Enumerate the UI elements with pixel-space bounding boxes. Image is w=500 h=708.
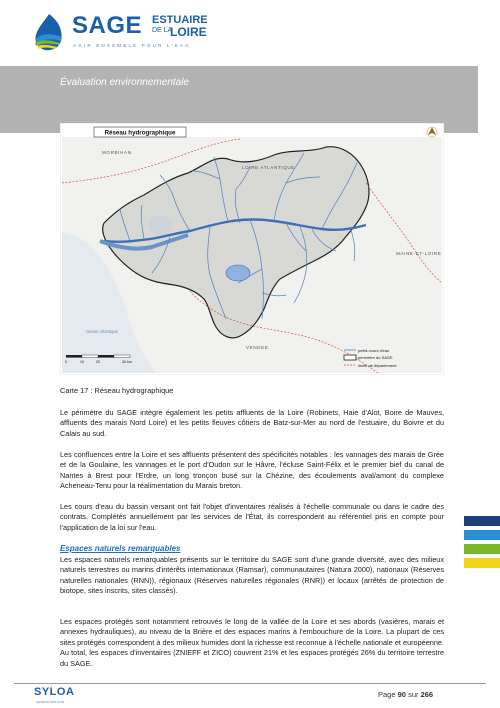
footer-divider bbox=[14, 683, 486, 684]
paragraph: Les espaces naturels remarquables présents sur le territoire du SAGE sont d'une grande diversité, avec des milieux naturels terrestres ou marins d'intérêts internationaux (Ramsar), communautaires (Natura 2000), nationaux (Réserves naturelles nationales (RNN)), régionaux (Réserves naturelles régionales (RNR)) et locaux (arrêtés de protection de biotope, sites inscrits, sites classés). bbox=[60, 555, 444, 596]
map-caption: Carte 17 : Réseau hydrographique bbox=[60, 386, 174, 395]
page-number bbox=[378, 690, 433, 699]
scale-label: 30 km bbox=[122, 360, 132, 364]
page-of-label: sur bbox=[408, 690, 419, 699]
logo-tagline: AGIR ENSEMBLE POUR L'EAU bbox=[73, 43, 191, 48]
decorative-stripe bbox=[464, 530, 500, 540]
scale-label: 20 bbox=[96, 360, 100, 364]
paragraph: Le périmètre du SAGE intègre également les petits affluents de la Loire (Robinets, Haie d'Alot, Boire de Mauves, affluents des marais Nord Loire) et les petits fleuves côtiers de Batz-sur-Mer au nord de l'estuaire, du Boivre et du Calais au sud. bbox=[60, 408, 444, 438]
region-label: MAINE-ET-LOIRE bbox=[396, 251, 442, 256]
sage-logo-icon bbox=[30, 12, 68, 52]
section-title: Évaluation environnementale bbox=[60, 77, 189, 88]
paragraph: Les cours d'eau du bassin versant ont fait l'objet d'inventaires réalisés à l'échelle communale ou dans le cadre des contrats. Complétés annuellement par les services de l'État, ils correspondent au référentiel pris en compte pour l'application de la loi sur l'eau. bbox=[60, 502, 444, 532]
region-label: LOIRE ATLANTIQUE bbox=[242, 165, 295, 170]
page-current: 90 bbox=[397, 690, 406, 699]
map-title: Réseau hydrographique bbox=[104, 129, 176, 137]
syloa-logo-subtitle: syndicat loire aval bbox=[36, 700, 64, 704]
logo-dela-text: DE LA bbox=[152, 27, 173, 34]
scale-label: 0 bbox=[65, 360, 67, 364]
paragraph: Les confluences entre la Loire et ses affluents présentent des spécificités notables : les vannages des marais de Grée et de la Goulaine, les vannages et le port d'Oudon sur le Hâvre, l'écluse Saint-Félix et le premier bief du canal de Nantes à Brest pour l'Erdre, un long tronçon busé sur la Chézine, des écoulements aval/amont du complexe Acheneau-Tenu pour la réalimentation du Marais breton. bbox=[60, 450, 444, 491]
hydrographic-map bbox=[60, 123, 444, 375]
logo-loire-text: LOIRE bbox=[170, 25, 207, 39]
syloa-logo: SYLOA bbox=[34, 686, 75, 698]
paragraph: Les espaces protégés sont notamment retrouvés le long de la vallée de la Loire et ses abords (vasières, marais et annexes hydrauliques), au niveau de la Brière et des espaces marins à l'embouchure de la Loire. La plupart de ces sites protégés correspondent à des milieux humides dont la richesse est reconnue à l'échelle nationale et européenne. Au total, les espaces d'inventaires (ZNIEFF et ZICO) couvrent 21% et les espaces protégés 26% du territoire terrestre du SAGE. bbox=[60, 617, 444, 668]
legend-item: petits cours d'eau bbox=[358, 348, 390, 353]
page-total: 266 bbox=[420, 690, 434, 699]
decorative-stripe bbox=[464, 544, 500, 554]
logo-sage-text: SAGE bbox=[72, 12, 143, 39]
page-label: Page bbox=[378, 690, 396, 699]
legend-item: périmètre du SAGE bbox=[358, 355, 393, 360]
sea-label: Océan Atlantique bbox=[86, 329, 118, 334]
section-heading: Espaces naturels remarquables bbox=[60, 544, 181, 553]
legend-item: limite de département bbox=[358, 363, 397, 368]
decorative-stripe bbox=[464, 558, 500, 568]
decorative-stripe bbox=[464, 516, 500, 526]
logo-estuaire-text: ESTUAIRE bbox=[152, 14, 208, 26]
region-label: VENDEE bbox=[246, 345, 269, 350]
sage-logo bbox=[30, 10, 230, 56]
region-label: MORBIHAN bbox=[102, 150, 132, 155]
scale-label: 10 bbox=[80, 360, 84, 364]
